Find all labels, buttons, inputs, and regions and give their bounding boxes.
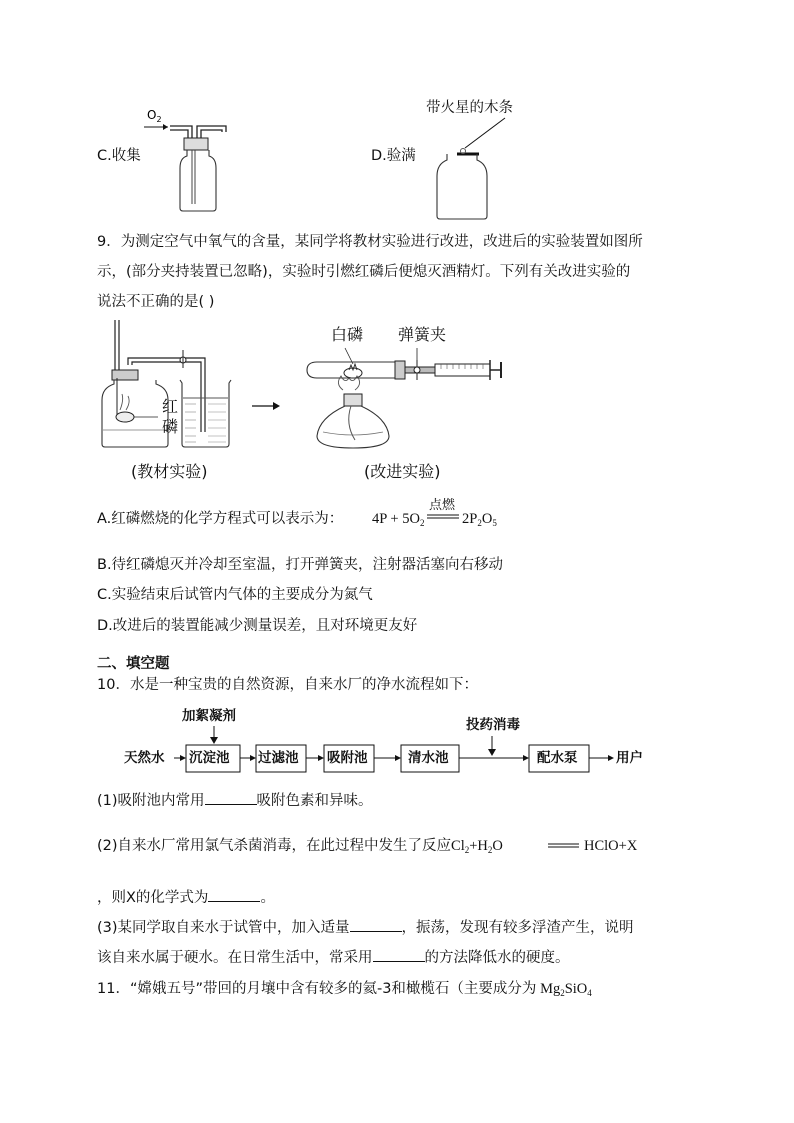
check-full-bottle-figure (425, 118, 535, 223)
flow-end-user: 用户 (616, 750, 643, 766)
flow-box-distribution-pump: 配水泵 (537, 750, 578, 766)
q10-p3-blank-2[interactable] (373, 947, 425, 962)
q10-part-2-continued (97, 887, 275, 908)
splint-label: 带火星的木条 (426, 100, 513, 116)
q10-p2-pre: (2)自来水厂常用氯气杀菌消毒，在此过程中发生了反应 (97, 838, 452, 854)
q9-equation-condition: 点燃 (429, 498, 456, 513)
gas-collection-bottle-figure (140, 100, 250, 215)
q9-option-a-text: A.红磷燃烧的化学方程式可以表示为： (97, 511, 344, 527)
section-heading-fill-in: 二、填空题 (97, 656, 170, 672)
flow-box-adsorption: 吸附池 (327, 750, 368, 766)
q9-option-a (97, 509, 343, 529)
q10-part-3 (97, 917, 634, 938)
q11-olivine-formula: $Mg_2SiO_4$ (536, 981, 592, 998)
equation-double-line (427, 514, 461, 520)
flow-start-natural-water: 天然水 (124, 750, 165, 766)
q10-part-1 (97, 790, 373, 811)
option-d-check-full: D.验满 (371, 148, 416, 164)
flow-box-sedimentation: 沉淀池 (189, 750, 230, 766)
label-white-phosphorus: 白磷 (331, 325, 364, 344)
q10-p3-pre: (3)某同学取自来水于试管中，加入适量 (97, 920, 350, 936)
q10-p3-blank-1[interactable] (350, 917, 402, 932)
q9-line-1: 9．为测定空气中氧气的含量，某同学将教材实验进行改进，改进后的实验装置如图所 (97, 234, 643, 250)
q10-p2-equation-right: HClO+X (584, 838, 638, 854)
right-arrow-icon (252, 400, 282, 412)
q9-option-c: C.实验结束后试管内气体的主要成分为氮气 (97, 587, 373, 603)
q10-p1-post: 吸附色素和异味。 (256, 793, 373, 809)
svg-text:O2 (147, 108, 162, 124)
q10-p2-equation-left: $Cl_2+H_2O$ (451, 838, 503, 855)
flow-disinfect-label: 投药消毒 (466, 717, 520, 733)
caption-improved-experiment: (改进实验) (364, 462, 441, 481)
q10-p2b-pre: ，则X的化学式为 (97, 890, 209, 906)
q10-p1-pre: (1)吸附池内常用 (97, 793, 205, 809)
q10-part-3-continued (97, 947, 570, 968)
o2-subscript: 2 (156, 115, 162, 124)
q10-p3b-post: 的方法降低水的硬度。 (424, 950, 570, 966)
flow-coagulant-label: 加絮凝剂 (182, 708, 236, 724)
q9-line-2: 示，(部分夹持装置已忽略)，实验时引燃红磷后便熄灭酒精灯。下列有关改进实验的 (97, 264, 631, 280)
o2-label: O (147, 108, 157, 122)
flow-box-filtration: 过滤池 (258, 750, 299, 766)
option-c-collect: C.收集 (97, 148, 141, 164)
equation-equals-sign (548, 843, 582, 849)
improved-experiment-figure (305, 340, 520, 458)
q9-line-3: 说法不正确的是( ) (97, 294, 215, 310)
q10-p3-post: ，振荡，发现有较多浮渣产生，说明 (401, 920, 634, 936)
q9-equation: $4P + 5O_2$ (372, 511, 425, 528)
flow-box-clear-water: 清水池 (408, 750, 449, 766)
caption-textbook-experiment: (教材实验) (131, 462, 208, 481)
q10-p2-blank[interactable] (208, 887, 260, 902)
q10-p2b-post: 。 (260, 890, 275, 906)
q11-text: 11．“嫦娥五号”带回的月壤中含有较多的氦-3和橄榄石（主要成分为 (97, 981, 537, 997)
q10-p3b-pre: 该自来水属于硬水。在日常生活中，常采用 (97, 950, 373, 966)
q11-line-1 (97, 979, 592, 1003)
q10-p1-blank[interactable] (205, 790, 257, 805)
label-spring-clip: 弹簧夹 (398, 325, 447, 344)
q9-equation-product: $2P_2O_5$ (462, 511, 497, 528)
label-red-phosphorus-2: 磷 (162, 417, 179, 436)
label-red-phosphorus-1: 红 (162, 397, 179, 416)
q9-option-b: B.待红磷熄灭并冷却至室温，打开弹簧夹，注射器活塞向右移动 (97, 557, 504, 573)
q10-part-2 (97, 836, 503, 860)
q9-option-d: D.改进后的装置能减少测量误差，且对环境更友好 (97, 618, 418, 634)
q10-intro: 10．水是一种宝贵的自然资源，自来水厂的净水流程如下： (97, 677, 478, 693)
